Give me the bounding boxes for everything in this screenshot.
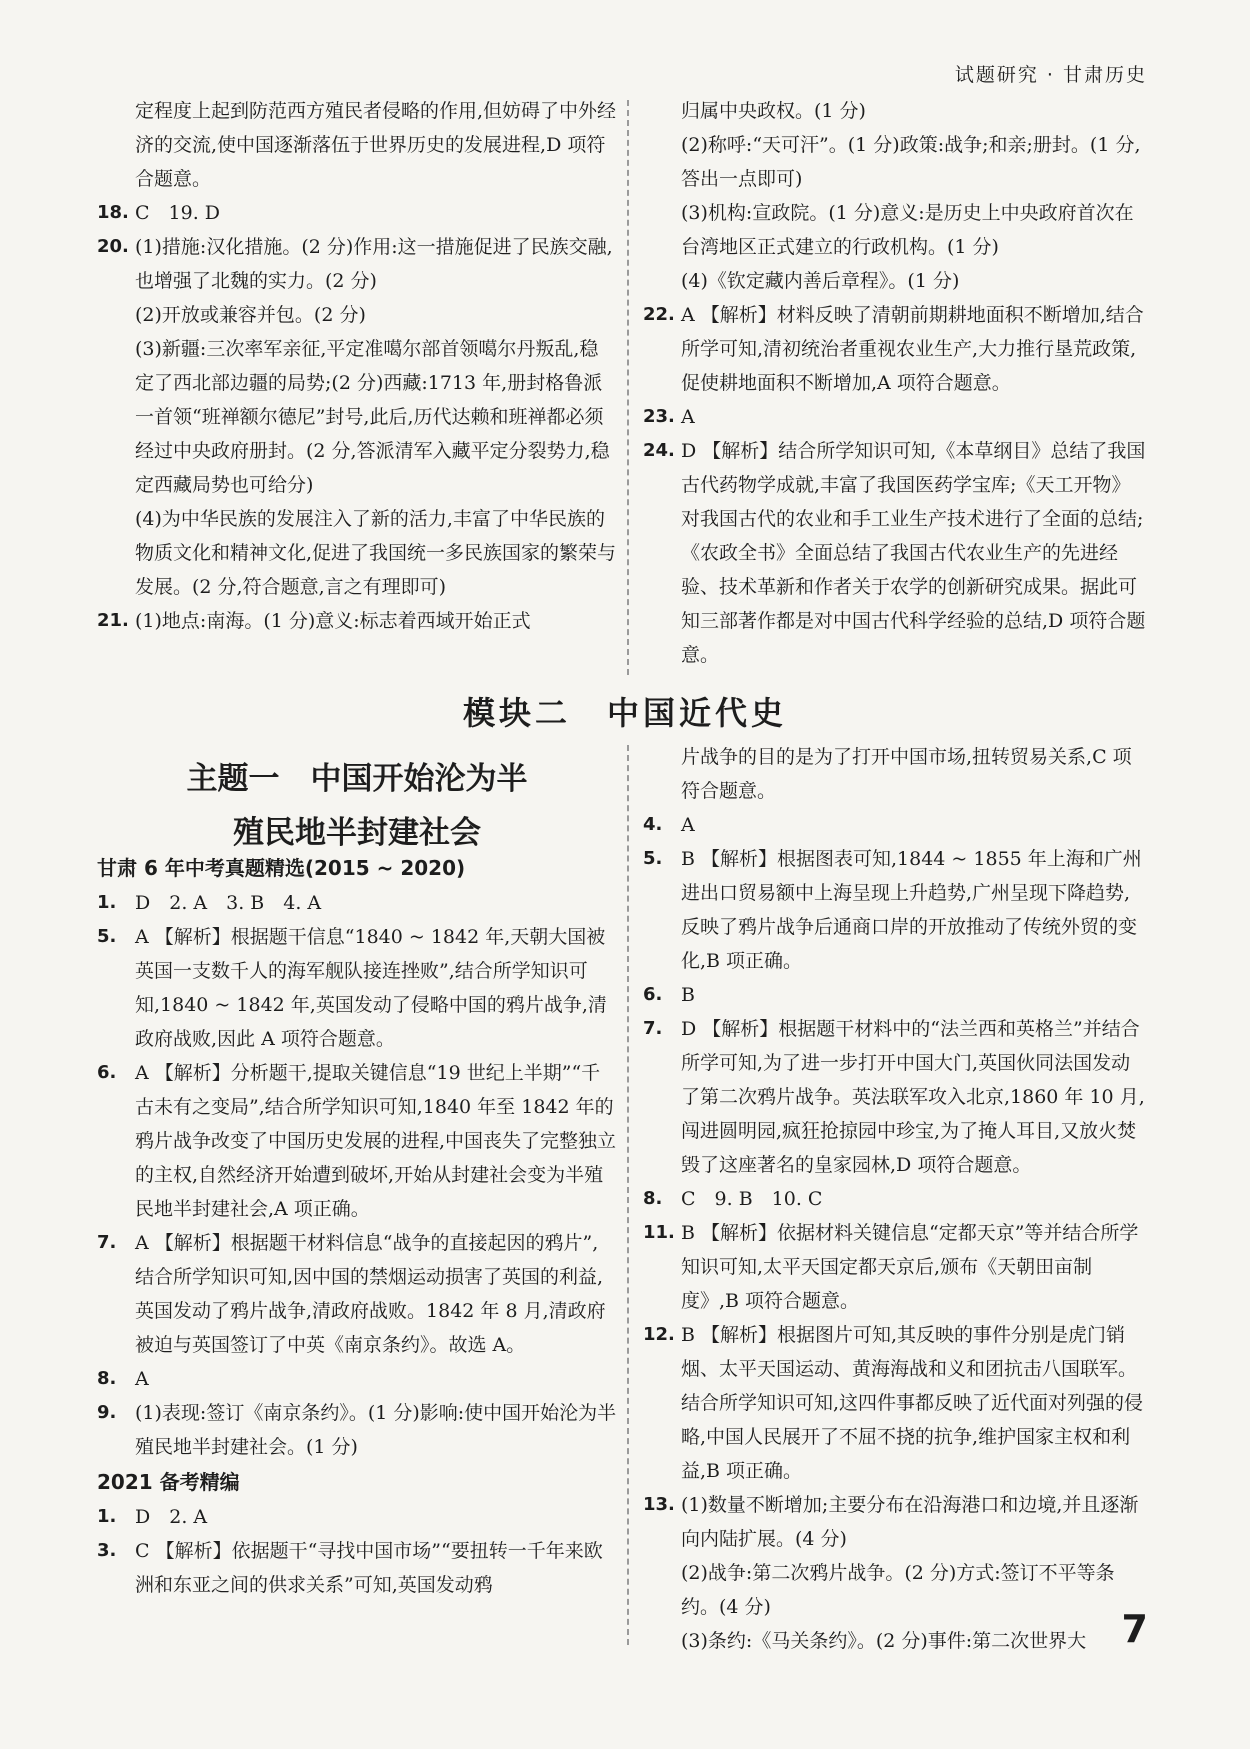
answer-item xyxy=(643,740,1148,808)
item-text: D 2. A 3. B 4. A xyxy=(135,892,322,914)
item-number: 18. xyxy=(97,202,129,223)
answer-item xyxy=(97,604,617,638)
section-heading: 2021 备考精编 xyxy=(97,1470,240,1494)
item-text: A xyxy=(681,814,695,836)
answer-item xyxy=(643,808,1148,842)
answer-item xyxy=(97,1534,617,1602)
item-text: A 【解析】根据题干材料信息“战争的直接起因的鸦片”,结合所学知识可知,因中国的禁烟运动损害了英国的利益,英国发动了鸦片战争,清政府战败。1842 年 8 月,清政府被迫与英国签订了中英《南京条约》。故选 A。 xyxy=(135,1232,606,1356)
answer-item xyxy=(643,94,1148,128)
answer-item xyxy=(643,1624,1148,1658)
item-number: 22. xyxy=(643,304,675,325)
item-number: 12. xyxy=(643,1324,675,1345)
answer-item xyxy=(643,434,1148,672)
item-text: (4)为中华民族的发展注入了新的活力,丰富了中华民族的物质文化和精神文化,促进了我国统一多民族国家的繁荣与发展。(2 分,符合题意,言之有理即可) xyxy=(135,508,617,598)
answer-item xyxy=(97,920,617,1056)
page-header: 试题研究 · 甘肃历史 xyxy=(954,64,1147,86)
item-text: B xyxy=(681,984,695,1006)
answer-item xyxy=(97,1362,617,1396)
topic-title xyxy=(97,752,617,860)
item-number: 9. xyxy=(97,1402,117,1423)
answer-item xyxy=(643,400,1148,434)
item-number: 24. xyxy=(643,440,675,461)
item-number xyxy=(643,1624,681,1658)
topic-title-line: 殖民地半封建社会 xyxy=(233,815,481,851)
item-text: (3)新疆:三次率军亲征,平定准噶尔部首领噶尔丹叛乱,稳定了西北部边疆的局势;(2 分)西藏:1713 年,册封格鲁派一首领“班禅额尔德尼”封号,此后,历代达赖和班禅都必须经过中央政府册封。(2 分,答派清军入藏平定分裂势力,稳定西藏局势也可给分) xyxy=(135,338,610,496)
right-column-top xyxy=(643,94,1148,672)
item-number xyxy=(97,502,135,604)
answer-item xyxy=(97,332,617,502)
item-text: A xyxy=(681,406,695,428)
right-column-bottom xyxy=(643,740,1148,1658)
answer-item xyxy=(97,298,617,332)
left-column-bottom xyxy=(97,850,617,1602)
item-number: 11. xyxy=(643,1222,675,1243)
answer-item xyxy=(643,978,1148,1012)
column-divider xyxy=(627,745,629,1645)
answer-item xyxy=(97,196,617,230)
answer-item xyxy=(97,230,617,298)
section-heading: 甘肃 6 年中考真题精选(2015 ~ 2020) xyxy=(97,856,466,880)
item-text: C 【解析】依据题干“寻找中国市场”“要扭转一千年来欧洲和东亚之间的供求关系”可知,英国发动鸦 xyxy=(135,1540,603,1596)
page-number: 7 xyxy=(1121,1607,1148,1651)
item-number: 23. xyxy=(643,406,675,427)
item-number: 5. xyxy=(643,848,663,869)
answer-item xyxy=(97,1396,617,1464)
item-text: (4)《钦定藏内善后章程》。(1 分) xyxy=(681,270,960,292)
item-number xyxy=(97,332,135,502)
item-text: B 【解析】根据图表可知,1844 ~ 1855 年上海和广州进出口贸易额中上海呈现上升趋势,广州呈现下降趋势,反映了鸦片战争后通商口岸的开放推动了传统外贸的变化,B 项正确。 xyxy=(681,848,1142,972)
item-number: 7. xyxy=(643,1018,663,1039)
item-text: B 【解析】依据材料关键信息“定都天京”等并结合所学知识可知,太平天国定都天京后,颁布《天朝田亩制度》,B 项符合题意。 xyxy=(681,1222,1139,1312)
item-text: A 【解析】根据题干信息“1840 ~ 1842 年,天朝大国被英国一支数千人的海军舰队接连挫败”,结合所学知识可知,1840 ~ 1842 年,英国发动了侵略中国的鸦片战争,清政府战败,因此 A 项符合题意。 xyxy=(135,926,607,1050)
module-title: 模块二 中国近代史 xyxy=(462,694,787,732)
item-number: 1. xyxy=(97,1506,117,1527)
item-number xyxy=(643,128,681,196)
item-text: (1)地点:南海。(1 分)意义:标志着西域开始正式 xyxy=(135,610,531,632)
item-text: B 【解析】根据图片可知,其反映的事件分别是虎门销烟、太平天国运动、黄海海战和义和团抗击八国联军。结合所学知识可知,这四件事都反映了近代面对列强的侵略,中国人民展开了不屈不挠的抗争,维护国家主权和利益,B 项正确。 xyxy=(681,1324,1144,1482)
item-number xyxy=(643,264,681,298)
answer-item xyxy=(643,1216,1148,1318)
item-number: 6. xyxy=(643,984,663,1005)
answer-item xyxy=(97,1500,617,1534)
item-number: 21. xyxy=(97,610,129,631)
answer-item xyxy=(97,94,617,196)
item-text: (3)条约:《马关条约》。(2 分)事件:第二次世界大 xyxy=(681,1630,1087,1652)
answer-item xyxy=(643,128,1148,196)
item-number: 20. xyxy=(97,236,129,257)
item-number: 13. xyxy=(643,1494,675,1515)
item-number xyxy=(643,740,681,808)
item-text: (1)数量不断增加;主要分布在沿海港口和边境,并且逐渐向内陆扩展。(4 分) xyxy=(681,1494,1139,1550)
item-text: (2)称呼:“天可汗”。(1 分)政策:战争;和亲;册封。(1 分,答出一点即可) xyxy=(681,134,1141,190)
item-text: C 19. D xyxy=(135,202,221,224)
item-text: 归属中央政权。(1 分) xyxy=(681,100,866,122)
item-number xyxy=(643,196,681,264)
item-number: 6. xyxy=(97,1062,117,1083)
answer-item xyxy=(643,1182,1148,1216)
item-text: (3)机构:宣政院。(1 分)意义:是历史上中央政府首次在台湾地区正式建立的行政机构。(1 分) xyxy=(681,202,1134,258)
item-number xyxy=(97,298,135,332)
item-number: 8. xyxy=(643,1188,663,1209)
item-text: (2)战争:第二次鸦片战争。(2 分)方式:签订不平等条约。(4 分) xyxy=(681,1562,1115,1618)
item-text: 片战争的目的是为了打开中国市场,扭转贸易关系,C 项符合题意。 xyxy=(681,746,1132,802)
answer-item xyxy=(97,1226,617,1362)
column-divider xyxy=(627,100,629,675)
answer-item xyxy=(643,298,1148,400)
item-number: 3. xyxy=(97,1540,117,1561)
item-text: A 【解析】材料反映了清朝前期耕地面积不断增加,结合所学可知,清初统治者重视农业生产,大力推行垦荒政策,促使耕地面积不断增加,A 项符合题意。 xyxy=(681,304,1144,394)
answer-item xyxy=(643,842,1148,978)
item-text: A xyxy=(135,1368,149,1390)
item-number xyxy=(97,94,135,196)
answer-item xyxy=(643,196,1148,264)
item-text: A 【解析】分析题干,提取关键信息“19 世纪上半期”“千古未有之变局”,结合所学知识可知,1840 年至 1842 年的鸦片战争改变了中国历史发展的进程,中国丧失了完整独立的主权,自然经济开始遭到破坏,开始从封建社会变为半殖民地半封建社会,A 项正确。 xyxy=(135,1062,617,1220)
item-text: (2)开放或兼容并包。(2 分) xyxy=(135,304,366,326)
answer-item xyxy=(643,1012,1148,1182)
answer-item xyxy=(643,1318,1148,1488)
answer-item xyxy=(643,264,1148,298)
item-number xyxy=(643,94,681,128)
left-column-top xyxy=(97,94,617,638)
item-text: (1)表现:签订《南京条约》。(1 分)影响:使中国开始沦为半殖民地半封建社会。(1 分) xyxy=(135,1402,617,1458)
answer-item xyxy=(643,1556,1148,1624)
item-text: D 【解析】结合所学知识可知,《本草纲目》总结了我国古代药物学成就,丰富了我国医药学宝库;《天工开物》对我国古代的农业和手工业生产技术进行了全面的总结;《农政全书》全面总结了我国古代农业生产的先进经验、技术革新和作者关于农学的创新研究成果。据此可知三部著作都是对中国古代科学经验的总结,D 项符合题意。 xyxy=(681,440,1146,666)
item-number xyxy=(643,1556,681,1624)
answer-item xyxy=(97,1056,617,1226)
item-number: 1. xyxy=(97,892,117,913)
item-text: (1)措施:汉化措施。(2 分)作用:这一措施促进了民族交融,也增强了北魏的实力。(2 分) xyxy=(135,236,613,292)
item-number: 5. xyxy=(97,926,117,947)
item-text: D 【解析】根据题干材料中的“法兰西和英格兰”并结合所学可知,为了进一步打开中国大门,英国伙同法国发动了第二次鸦片战争。英法联军攻入北京,1860 年 10 月,闯进圆明园,疯狂抢掠园中珍宝,为了掩人耳目,又放火焚毁了这座著名的皇家园林,D 项符合题意。 xyxy=(681,1018,1145,1176)
answer-item xyxy=(97,502,617,604)
answer-item xyxy=(97,886,617,920)
item-text: 定程度上起到防范西方殖民者侵略的作用,但妨碍了中外经济的交流,使中国逐渐落伍于世界历史的发展进程,D 项符合题意。 xyxy=(135,100,617,190)
topic-title-line: 主题一 中国开始沦为半 xyxy=(186,761,528,797)
item-number: 4. xyxy=(643,814,663,835)
item-text: C 9. B 10. C xyxy=(681,1188,823,1210)
item-number: 7. xyxy=(97,1232,117,1253)
item-text: D 2. A xyxy=(135,1506,208,1528)
item-number: 8. xyxy=(97,1368,117,1389)
answer-item xyxy=(643,1488,1148,1556)
